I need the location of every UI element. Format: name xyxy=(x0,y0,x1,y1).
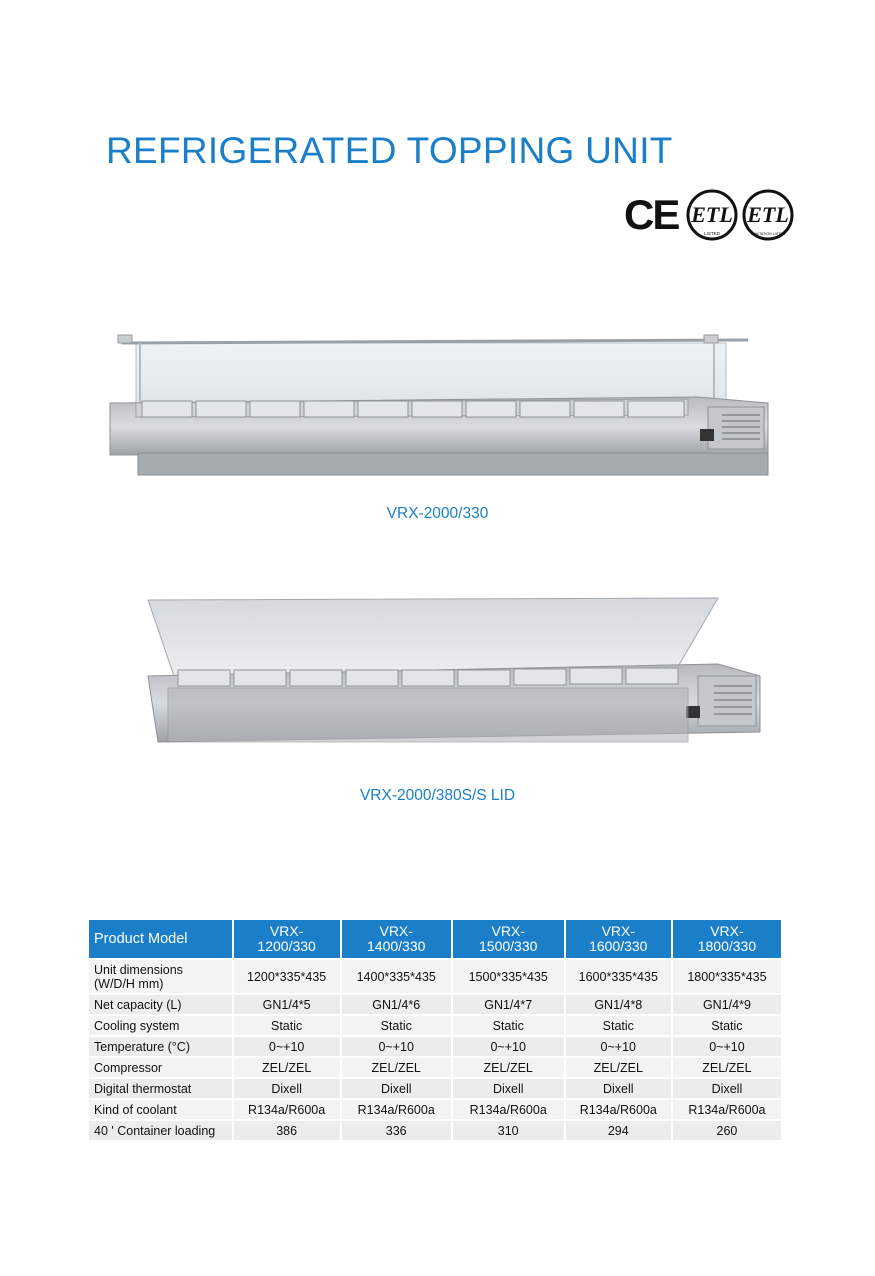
table-cell: 294 xyxy=(566,1121,671,1140)
header-product-model: Product Model xyxy=(89,920,232,958)
table-cell: Static xyxy=(342,1016,451,1035)
table-cell: ZEL/ZEL xyxy=(673,1058,781,1077)
table-cell: Dixell xyxy=(673,1079,781,1098)
row-label: Temperature (°C) xyxy=(89,1037,232,1056)
table-cell: GN1/4*5 xyxy=(234,995,340,1014)
etl-sanitation-mark xyxy=(742,189,794,241)
row-label: Digital thermostat xyxy=(89,1079,232,1098)
product-image-glass xyxy=(108,325,778,485)
table-cell: GN1/4*7 xyxy=(453,995,564,1014)
table-cell: Dixell xyxy=(453,1079,564,1098)
table-row xyxy=(89,960,781,993)
svg-text:ETL: ETL xyxy=(747,202,789,227)
table-cell: 260 xyxy=(673,1121,781,1140)
table-cell: R134a/R600a xyxy=(234,1100,340,1119)
table-cell: GN1/4*9 xyxy=(673,995,781,1014)
row-label: Compressor xyxy=(89,1058,232,1077)
row-label: 40 ' Container loading xyxy=(89,1121,232,1140)
row-label: Cooling system xyxy=(89,1016,232,1035)
spec-table xyxy=(87,918,783,1142)
table-row xyxy=(89,1079,781,1098)
table-cell: 1800*335*435 xyxy=(673,960,781,993)
product-image-steel-lid xyxy=(138,592,768,762)
table-cell: 0~+10 xyxy=(453,1037,564,1056)
table-cell: R134a/R600a xyxy=(453,1100,564,1119)
table-row xyxy=(89,1058,781,1077)
table-cell: 0~+10 xyxy=(566,1037,671,1056)
table-cell: ZEL/ZEL xyxy=(453,1058,564,1077)
table-cell: Dixell xyxy=(342,1079,451,1098)
table-cell: 0~+10 xyxy=(234,1037,340,1056)
table-cell: ZEL/ZEL xyxy=(234,1058,340,1077)
table-header-row xyxy=(89,920,781,958)
table-row xyxy=(89,1016,781,1035)
table-cell: GN1/4*8 xyxy=(566,995,671,1014)
product-caption-2: VRX-2000/380S/S LID xyxy=(359,787,516,804)
table-cell: 310 xyxy=(453,1121,564,1140)
table-cell: Static xyxy=(566,1016,671,1035)
header-model: VRX- 1400/330 xyxy=(342,920,451,958)
table-cell: 1200*335*435 xyxy=(234,960,340,993)
header-model: VRX- 1800/330 xyxy=(673,920,781,958)
table-cell: Static xyxy=(234,1016,340,1035)
table-cell: Dixell xyxy=(234,1079,340,1098)
table-cell: R134a/R600a xyxy=(342,1100,451,1119)
row-label: Unit dimensions (W/D/H mm) xyxy=(89,960,232,993)
table-row xyxy=(89,1037,781,1056)
header-model: VRX- 1600/330 xyxy=(566,920,671,958)
header-model: VRX- 1200/330 xyxy=(234,920,340,958)
header-model: VRX- 1500/330 xyxy=(453,920,564,958)
table-cell: R134a/R600a xyxy=(566,1100,671,1119)
table-cell: 386 xyxy=(234,1121,340,1140)
svg-text:ETL: ETL xyxy=(691,202,733,227)
table-cell: 336 xyxy=(342,1121,451,1140)
table-cell: Static xyxy=(453,1016,564,1035)
table-cell: 0~+10 xyxy=(342,1037,451,1056)
svg-text:LISTED: LISTED xyxy=(704,231,720,236)
product-caption-1: VRX-2000/330 xyxy=(386,505,489,522)
table-cell: 1400*335*435 xyxy=(342,960,451,993)
row-label: Kind of coolant xyxy=(89,1100,232,1119)
table-row xyxy=(89,1100,781,1119)
table-row xyxy=(89,1121,781,1140)
ce-mark: CE xyxy=(624,191,679,238)
certification-marks xyxy=(624,189,794,241)
table-cell: Static xyxy=(673,1016,781,1035)
table-cell: 1600*335*435 xyxy=(566,960,671,993)
table-cell: R134a/R600a xyxy=(673,1100,781,1119)
table-cell: GN1/4*6 xyxy=(342,995,451,1014)
page-title: REFRIGERATED TOPPING UNIT xyxy=(106,130,673,171)
table-cell: ZEL/ZEL xyxy=(342,1058,451,1077)
table-cell: Dixell xyxy=(566,1079,671,1098)
row-label: Net capacity (L) xyxy=(89,995,232,1014)
etl-listed-mark xyxy=(686,189,738,241)
table-cell: 1500*335*435 xyxy=(453,960,564,993)
table-row xyxy=(89,995,781,1014)
table-cell: ZEL/ZEL xyxy=(566,1058,671,1077)
table-cell: 0~+10 xyxy=(673,1037,781,1056)
svg-text:SANITATION LISTED: SANITATION LISTED xyxy=(750,232,786,236)
